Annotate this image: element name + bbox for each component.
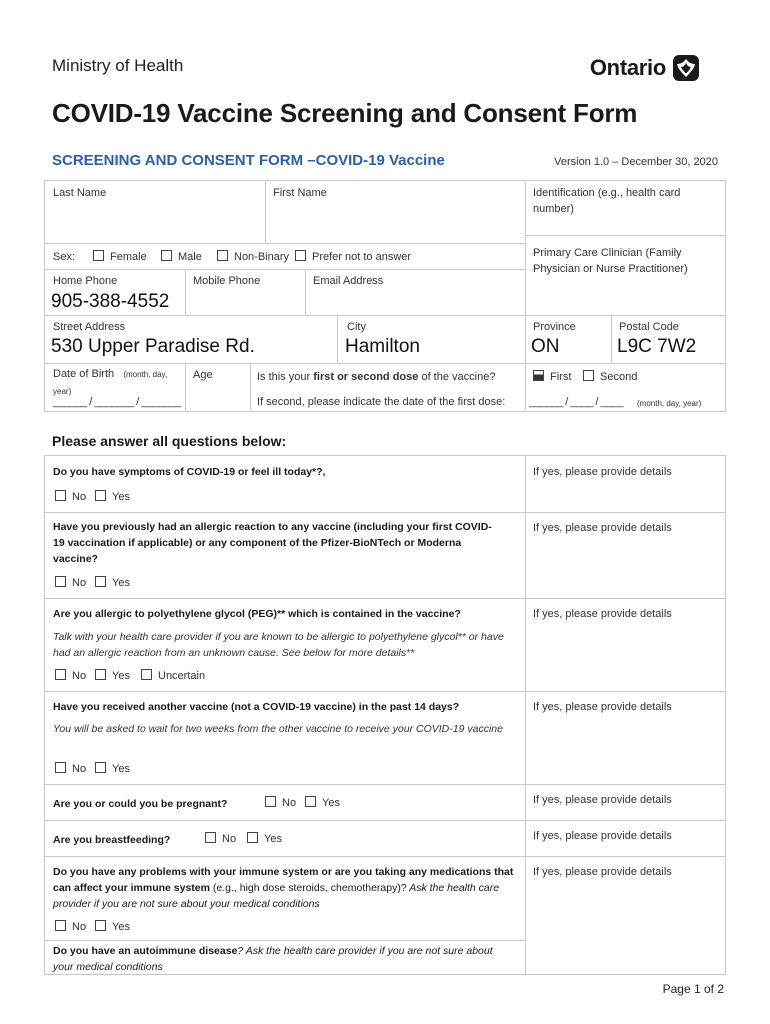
checkbox-icon [265,796,276,807]
sex-prefer-not-option[interactable]: Prefer not to answer [295,250,411,263]
identification-label: Identification (e.g., health card number) [533,187,681,215]
dose-question: Is this your first or second dose of the vaccine? [257,371,496,383]
checkbox-icon [295,250,306,261]
dose-second-option[interactable]: Second [583,370,637,383]
patient-info-grid [44,180,726,412]
checkbox-icon [305,796,316,807]
city-label: City [347,321,366,333]
checkbox-icon [95,762,106,773]
checkbox-icon [55,762,66,773]
last-name-label: Last Name [53,187,107,199]
city-value[interactable]: Hamilton [345,336,420,357]
question-breastfeeding: Are you breastfeeding? [53,834,171,846]
q6-details-prompt[interactable]: If yes, please provide details [533,830,672,842]
checkbox-icon [55,576,66,587]
q3-no-option[interactable]: No [55,669,86,682]
checkbox-icon [141,669,152,680]
checkbox-icon [55,920,66,931]
logo-text: Ontario [589,55,666,80]
dose-first-option[interactable]: First [533,370,571,383]
question-peg-allergy: Are you allergic to polyethylene glycol (PEG)** which is contained in the vaccine? [53,608,461,620]
version-label: Version 1.0 – December 30, 2020 [554,156,718,168]
checkbox-checked-icon [533,370,544,381]
q1-yes-option[interactable]: Yes [95,490,130,503]
page-header [52,54,700,88]
checkbox-icon [55,669,66,680]
email-label: Email Address [313,275,384,287]
q5-no-option[interactable]: No [265,796,296,809]
q4-yes-option[interactable]: Yes [95,762,130,775]
page-number: Page 1 of 2 [662,982,724,996]
mobile-phone-label: Mobile Phone [193,275,261,287]
dose-date-blank[interactable]: ______ / ____ / ____ [529,396,623,408]
first-name-label: First Name [273,187,327,199]
q4-details-prompt[interactable]: If yes, please provide details [533,701,672,713]
checkbox-icon [95,920,106,931]
street-label: Street Address [53,321,126,333]
home-phone-label: Home Phone [53,275,118,287]
q7-yes-option[interactable]: Yes [95,920,130,933]
dob-label: Date of Birth (month, day, year) [53,368,168,396]
questions-heading: Please answer all questions below: [52,433,287,449]
question-pregnant: Are you or could you be pregnant? [53,798,228,810]
checkbox-icon [55,490,66,501]
q4-note: You will be asked to wait for two weeks from the other vaccine to receive your COVID-19 vaccine [53,723,503,735]
checkbox-icon [247,832,258,843]
q3-uncertain-option[interactable]: Uncertain [141,669,205,682]
q3-note: Talk with your health care provider if you are known to be allergic to polyethylene glycol** or have had an allergic reaction from an unknown cause. See below for more details** [53,631,504,659]
sex-female-option[interactable]: Female [93,250,147,263]
street-value[interactable]: 530 Upper Paradise Rd. [51,336,255,357]
form-subhead: SCREENING AND CONSENT FORM –COVID-19 Vaccine [52,152,445,169]
trillium-icon [672,54,700,82]
checkbox-icon [95,669,106,680]
checkbox-icon [93,250,104,261]
ontario-logo [590,54,700,82]
dose-date-question: If second, please indicate the date of the first dose: [257,396,506,408]
form-title: COVID-19 Vaccine Screening and Consent Form [52,98,638,128]
question-other-vaccine: Have you received another vaccine (not a COVID-19 vaccine) in the past 14 days? [53,701,460,713]
q3-details-prompt[interactable]: If yes, please provide details [533,608,672,620]
sex-nonbinary-option[interactable]: Non-Binary [217,250,289,263]
question-allergic-reaction: Have you previously had an allergic reaction to any vaccine (including your first COVID-19 vaccination if applicable) or any component of the Pfizer-BioNTech or Moderna vaccine? [53,521,492,565]
q6-yes-option[interactable]: Yes [247,832,282,845]
sex-male-option[interactable]: Male [161,250,202,263]
province-label: Province [533,321,576,333]
question-symptoms: Do you have symptoms of COVID-19 or feel ill today*?, [53,466,326,478]
q2-details-prompt[interactable]: If yes, please provide details [533,522,672,534]
checkbox-icon [95,576,106,587]
checkbox-icon [217,250,228,261]
q5-yes-option[interactable]: Yes [305,796,340,809]
checkbox-icon [583,370,594,381]
ministry-name: Ministry of Health [52,56,184,75]
q3-yes-option[interactable]: Yes [95,669,130,682]
q7-details-prompt[interactable]: If yes, please provide details [533,866,672,878]
question-autoimmune: Do you have an autoimmune disease? Ask the health care provider if you are not sure about your medical conditions [53,945,493,973]
province-value[interactable]: ON [531,336,560,357]
checkbox-icon [161,250,172,261]
questions-grid [44,455,726,975]
postal-code-label: Postal Code [619,321,679,333]
checkbox-icon [205,832,216,843]
q7-no-option[interactable]: No [55,920,86,933]
q2-yes-option[interactable]: Yes [95,576,130,589]
q6-no-option[interactable]: No [205,832,236,845]
dose-date-hint: (month, day, year) [637,399,702,408]
q1-no-option[interactable]: No [55,490,86,503]
age-label: Age [193,369,213,381]
q2-no-option[interactable]: No [55,576,86,589]
q1-details-prompt[interactable]: If yes, please provide details [533,466,672,478]
sex-label: Sex: [53,251,76,263]
q5-details-prompt[interactable]: If yes, please provide details [533,794,672,806]
postal-code-value[interactable]: L9C 7W2 [617,336,697,357]
clinician-label: Primary Care Clinician (Family Physician or Nurse Practitioner) [533,247,688,275]
home-phone-value[interactable]: 905-388-4552 [51,291,170,312]
q4-no-option[interactable]: No [55,762,86,775]
dob-blank[interactable]: ______ / _______ / _______ [53,396,181,408]
question-immune-system: Do you have any problems with your immune system or are you taking any medications that can affect your immune system (e.g., high dose steroids, chemotherapy)? Ask the health care provider if you are not sure about your medical conditions [53,866,514,910]
checkbox-icon [95,490,106,501]
